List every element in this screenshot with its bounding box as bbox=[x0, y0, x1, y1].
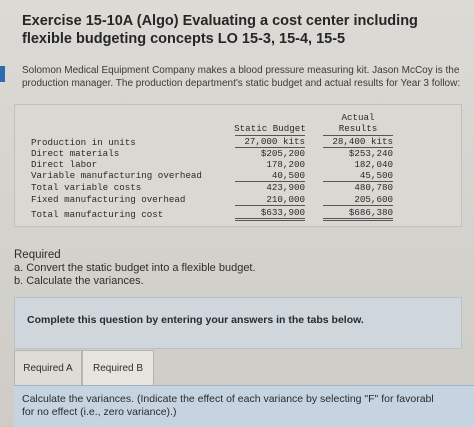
instruction-text: Complete this question by entering your answers in the tabs below. bbox=[27, 314, 364, 326]
answer-prompt-line1: Calculate the variances. (Indicate the effect of each variance by selecting "F" for favorabl bbox=[22, 393, 434, 405]
actual-results-header-line2: Results bbox=[338, 123, 378, 134]
exercise-intro: Solomon Medical Equipment Company makes a blood pressure measuring kit. Jason McCoy is the production manager. The production department's static budget and actual results for Year 3 follow: bbox=[22, 65, 461, 89]
actual-results-header-line1: Actual bbox=[341, 112, 375, 123]
tab-required-b[interactable] bbox=[82, 350, 154, 386]
question-marker bbox=[0, 66, 5, 82]
budget-table bbox=[14, 104, 462, 227]
exercise-title: Exercise 15-10A (Algo) Evaluating a cost center including flexible budgeting concepts LO 15-3, 15-4, 15-5 bbox=[22, 13, 418, 47]
required-item-a: a. Convert the static budget into a flexible budget. bbox=[14, 262, 256, 274]
tab-required-a[interactable] bbox=[14, 350, 82, 386]
row-label-direct-labor: Direct labor bbox=[31, 159, 98, 170]
required-title: Required bbox=[14, 249, 61, 261]
row-label-fixed-overhead: Fixed manufacturing overhead bbox=[31, 194, 186, 205]
instruction-panel bbox=[14, 297, 462, 349]
row-label-total-manufacturing: Total manufacturing cost bbox=[31, 209, 164, 220]
static-production: 27,000 kits bbox=[235, 135, 305, 147]
answer-prompt-panel bbox=[14, 385, 474, 427]
required-section bbox=[14, 249, 454, 288]
actual-total-manufacturing: $686,380 bbox=[323, 207, 393, 221]
answer-prompt bbox=[22, 393, 474, 419]
actual-variable-overhead: 45,500 bbox=[323, 170, 393, 182]
static-total-manufacturing: $633,900 bbox=[235, 207, 305, 221]
actual-total-variable: 480,780 bbox=[354, 182, 393, 193]
row-label-production: Production in units bbox=[31, 137, 136, 148]
actual-direct-labor: 182,040 bbox=[354, 159, 393, 170]
actual-production: 28,400 kits bbox=[323, 135, 393, 147]
static-budget-header: Static Budget bbox=[234, 123, 306, 134]
static-variable-overhead: 40,500 bbox=[235, 170, 305, 182]
tab-required-a-label: Required A bbox=[23, 362, 73, 374]
static-total-variable: 423,900 bbox=[266, 182, 305, 193]
answer-prompt-line2: for no effect (i.e., zero variance).) bbox=[22, 406, 177, 418]
static-fixed-overhead: 210,000 bbox=[235, 194, 305, 206]
static-direct-materials: $205,200 bbox=[235, 147, 305, 159]
required-item-b: b. Calculate the variances. bbox=[14, 275, 144, 287]
row-label-variable-overhead: Variable manufacturing overhead bbox=[31, 170, 202, 181]
row-label-total-variable: Total variable costs bbox=[31, 182, 142, 193]
actual-fixed-overhead: 205,600 bbox=[323, 194, 393, 206]
static-direct-labor: 178,200 bbox=[266, 159, 305, 170]
tab-required-b-label: Required B bbox=[92, 362, 144, 374]
actual-direct-materials: $253,240 bbox=[323, 147, 393, 159]
row-label-direct-materials: Direct materials bbox=[31, 148, 120, 159]
